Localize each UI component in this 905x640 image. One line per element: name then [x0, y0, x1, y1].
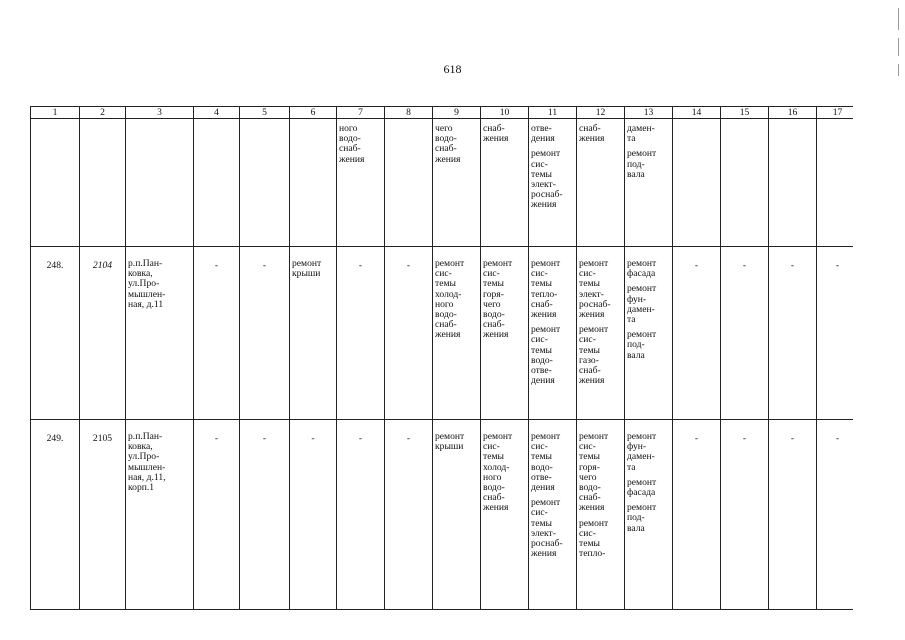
cell-text-line: ного: [339, 123, 358, 134]
record-code: 2105: [80, 420, 126, 610]
column-number-13: 13: [625, 107, 673, 119]
cell-text-line: та: [627, 314, 636, 326]
empty-dash-col14: -: [673, 420, 721, 610]
cell-text-line: фун-: [627, 441, 647, 453]
cell-text-line: темы: [531, 451, 552, 463]
cell-text-block: [531, 259, 574, 320]
cell-text-block: [627, 432, 670, 473]
cell-text-line: чего: [579, 471, 597, 483]
cell-text-line: сис-: [579, 441, 596, 453]
cell-text-line: крыши: [435, 441, 464, 453]
empty-dash-col6: -: [290, 420, 337, 610]
cell-text-line: ремонт: [483, 431, 513, 442]
address-line: р.п.Пан-: [128, 431, 163, 442]
cell-text-line: жения: [579, 375, 605, 387]
column-number-2: 2: [80, 107, 126, 119]
cell-text-block: [435, 259, 478, 341]
cell-text-line: ного: [483, 471, 502, 483]
cell-text-line: темы: [483, 451, 504, 463]
cell-text-line: отве-: [531, 471, 552, 483]
row-number: 248.: [31, 247, 80, 420]
cell-text-line: снаб-: [483, 123, 505, 134]
cell-text-line: ремонт: [627, 283, 657, 295]
cell-text-line: дамен-: [627, 303, 655, 315]
column-number-row: [31, 107, 854, 119]
cell-text-line: дения: [531, 133, 555, 145]
cell-text-line: ремонт: [627, 431, 657, 442]
cell-text-line: темы: [579, 538, 600, 550]
cell-text-line: жения: [483, 329, 509, 341]
cell-text-line: ремонт: [531, 431, 561, 442]
column-number-17: 17: [817, 107, 854, 119]
cell-text-block: [292, 259, 334, 279]
cell-text-block: [531, 124, 574, 144]
cell-text-line: роснаб-: [531, 189, 563, 201]
cell-text-line: снаб-: [579, 492, 601, 504]
cell-text-block: [435, 124, 478, 165]
cell-text-line: водо-: [483, 309, 505, 321]
row-number: 249.: [31, 420, 80, 610]
column-number-15: 15: [721, 107, 769, 119]
empty-dash-col4: -: [194, 420, 240, 610]
cell-text-block: [483, 432, 526, 514]
cell-text-line: сис-: [579, 268, 596, 280]
cell-text-line: тепло-: [531, 288, 558, 300]
cell-text-line: ремонт: [627, 476, 657, 488]
cell-text-line: снаб-: [435, 319, 457, 331]
cell-text-line: водо-: [339, 133, 361, 145]
record-code: 2104: [80, 247, 126, 420]
cell-text-line: ремонт: [435, 258, 465, 269]
cell-text-block: [627, 330, 670, 361]
table-row: [31, 247, 854, 420]
work-cell-col13: [625, 420, 673, 610]
cell-text-line: темы: [579, 278, 600, 290]
cell-text-block: [339, 124, 382, 165]
cell-text-line: ремонт: [483, 258, 513, 269]
cell-text-line: чего: [483, 298, 501, 310]
column-number-10: 10: [481, 107, 529, 119]
cell-text-line: тепло-: [579, 548, 606, 560]
column-number-5: 5: [240, 107, 290, 119]
cell: [673, 119, 721, 247]
cell-text-block: [579, 519, 622, 560]
cell-text-line: жения: [339, 153, 365, 165]
cell-text-block: [579, 124, 622, 144]
address-line: мышлен-: [128, 288, 166, 300]
cell-text-line: жения: [579, 309, 605, 321]
cell: [817, 119, 854, 247]
empty-dash-col8: -: [385, 420, 433, 610]
cell-text-line: темы: [483, 278, 504, 290]
empty-dash-col4: -: [194, 247, 240, 420]
cell: [769, 119, 817, 247]
cell-col10: [481, 119, 529, 247]
column-number-16: 16: [769, 107, 817, 119]
cell-text-line: дения: [531, 375, 555, 387]
address-line: ковка,: [128, 441, 153, 453]
cell-text-line: чего: [435, 123, 453, 134]
cell-text-line: дамен-: [627, 451, 655, 463]
work-cell-col12: [577, 420, 625, 610]
address-cell: [126, 420, 194, 610]
address-line: ная, д.11,: [128, 471, 166, 483]
address-line: р.п.Пан-: [128, 258, 163, 269]
address-line: ул.Про-: [128, 451, 160, 463]
work-cell-col12: [577, 247, 625, 420]
cell-text-block: [531, 149, 574, 210]
cell: [31, 119, 80, 247]
cell-text-line: снаб-: [435, 143, 457, 155]
scan-edge-marks: [898, 8, 900, 84]
cell-text-line: жения: [531, 309, 557, 321]
cell-text-line: жения: [435, 329, 461, 341]
empty-dash-col16: -: [769, 247, 817, 420]
table-row: [31, 420, 854, 610]
work-cell-col6: [290, 247, 337, 420]
column-number-9: 9: [433, 107, 481, 119]
cell-text-line: снаб-: [579, 123, 601, 134]
work-cell-col9: [433, 420, 481, 610]
cell-text-line: сис-: [579, 334, 596, 346]
empty-dash-col17: -: [817, 420, 854, 610]
cell-col9: [433, 119, 481, 247]
empty-dash-col7: -: [337, 247, 385, 420]
column-number-12: 12: [577, 107, 625, 119]
cell-text-line: ремонт: [627, 329, 657, 341]
column-number-7: 7: [337, 107, 385, 119]
cell-text-line: снаб-: [531, 298, 553, 310]
cell: [126, 119, 194, 247]
cell-text-block: [579, 259, 622, 320]
cell-text-block: [627, 284, 670, 325]
column-number-1: 1: [31, 107, 80, 119]
cell-text-line: жения: [483, 133, 509, 145]
cell-text-line: сис-: [531, 441, 548, 453]
document-table-container: [30, 106, 853, 640]
cell-text-line: ремонт: [531, 497, 561, 509]
column-number-4: 4: [194, 107, 240, 119]
cell-text-line: крыши: [292, 268, 321, 280]
empty-dash-col5: -: [240, 247, 290, 420]
cell: [385, 119, 433, 247]
cell: [194, 119, 240, 247]
cell-text-line: под-: [627, 512, 645, 524]
address-cell: [126, 247, 194, 420]
cell-text-line: темы: [531, 517, 552, 529]
empty-dash-col8: -: [385, 247, 433, 420]
empty-dash-col15: -: [721, 420, 769, 610]
cell-col11: [529, 119, 577, 247]
cell-text-line: жения: [579, 502, 605, 514]
column-number-14: 14: [673, 107, 721, 119]
empty-dash-col5: -: [240, 420, 290, 610]
cell-text-line: отве-: [531, 123, 552, 134]
cell-text-line: ремонт: [627, 148, 657, 160]
cell-text-line: элект-: [531, 179, 556, 191]
cell-text-line: водо-: [531, 354, 553, 366]
cell-text-block: [531, 498, 574, 559]
cell-text-line: ремонт: [579, 324, 609, 336]
work-cell-col11: [529, 247, 577, 420]
cell-text-line: жения: [531, 199, 557, 211]
cell-text-line: отве-: [531, 365, 552, 377]
work-cell-col10: [481, 420, 529, 610]
cell-text-line: холод-: [483, 461, 510, 473]
cell-text-line: жения: [531, 548, 557, 560]
cell-text-line: темы: [531, 168, 552, 180]
cell-text-line: холод-: [435, 288, 462, 300]
cell-text-line: сис-: [531, 334, 548, 346]
cell-text-line: фасада: [627, 268, 656, 280]
cell-text-block: [531, 432, 574, 493]
cell: [721, 119, 769, 247]
cell-text-line: роснаб-: [579, 298, 611, 310]
cell-text-line: темы: [531, 278, 552, 290]
cell-text-line: горя-: [483, 288, 504, 300]
cell-text-line: дамен-: [627, 123, 655, 134]
empty-dash-col16: -: [769, 420, 817, 610]
cell-text-line: сис-: [483, 441, 500, 453]
cell-text-line: ремонт: [579, 517, 609, 529]
cell-text-line: ремонт: [531, 148, 561, 160]
cell-text-line: ремонт: [579, 258, 609, 269]
table-row-continuation: [31, 119, 854, 247]
cell-text-block: [531, 325, 574, 386]
cell-text-line: снаб-: [579, 365, 601, 377]
column-number-11: 11: [529, 107, 577, 119]
work-cell-col9: [433, 247, 481, 420]
cell-text-line: та: [627, 133, 636, 145]
cell-text-line: снаб-: [483, 319, 505, 331]
cell-text-block: [483, 124, 526, 144]
cell-text-block: [627, 259, 670, 279]
cell-text-line: горя-: [579, 461, 600, 473]
cell-text-line: снаб-: [483, 492, 505, 504]
cell-text-line: ремонт: [627, 502, 657, 514]
cell-text-line: снаб-: [339, 143, 361, 155]
cell-text-line: сис-: [531, 507, 548, 519]
column-number-8: 8: [385, 107, 433, 119]
cell-text-line: под-: [627, 158, 645, 170]
cell-text-line: сис-: [531, 158, 548, 170]
cell-text-block: [579, 432, 622, 514]
cell-text-line: сис-: [579, 527, 596, 539]
cell-text-block: [627, 503, 670, 534]
cell-text-block: [435, 432, 478, 452]
cell-text-line: элект-: [531, 527, 556, 539]
cell-text-line: жения: [435, 153, 461, 165]
cell-text-line: ремонт: [531, 324, 561, 336]
cell-text-line: водо-: [483, 482, 505, 494]
work-cell-col10: [481, 247, 529, 420]
cell-text-line: та: [627, 461, 636, 473]
cell-col12: [577, 119, 625, 247]
cell-text-line: ремонт: [292, 258, 322, 269]
cell-text-line: темы: [579, 344, 600, 356]
cell-text-line: ремонт: [435, 431, 465, 442]
column-number-3: 3: [126, 107, 194, 119]
cell-text-block: [627, 124, 670, 144]
address-line: ковка,: [128, 268, 153, 280]
cell-text-line: вала: [627, 522, 645, 534]
cell-text-line: ремонт: [531, 258, 561, 269]
cell-text-line: водо-: [579, 482, 601, 494]
empty-dash-col17: -: [817, 247, 854, 420]
cell-text-block: [627, 478, 670, 498]
cell: [240, 119, 290, 247]
cell: [80, 119, 126, 247]
cell-col13: [625, 119, 673, 247]
cell-text-block: [579, 325, 622, 386]
cell: [290, 119, 337, 247]
cell-text-line: водо-: [435, 133, 457, 145]
cell-text-line: элект-: [579, 288, 604, 300]
cell-text-line: ремонт: [627, 258, 657, 269]
cell-text-line: фун-: [627, 293, 647, 305]
work-cell-col13: [625, 247, 673, 420]
cell-text-line: водо-: [435, 309, 457, 321]
cell-text-line: ного: [435, 298, 454, 310]
cell-text-line: вала: [627, 168, 645, 180]
address-line: ул.Про-: [128, 278, 160, 290]
cell-text-block: [627, 149, 670, 180]
cell-text-line: ремонт: [579, 431, 609, 442]
address-line: ная, д.11: [128, 298, 164, 310]
cell-col7: [337, 119, 385, 247]
cell-text-line: темы: [531, 344, 552, 356]
cell-text-line: водо-: [531, 461, 553, 473]
empty-dash-col15: -: [721, 247, 769, 420]
cell-text-line: дения: [531, 482, 555, 494]
cell-text-block: [483, 259, 526, 341]
address-line: мышлен-: [128, 461, 166, 473]
empty-dash-col7: -: [337, 420, 385, 610]
address-line: корп.1: [128, 482, 155, 494]
empty-dash-col14: -: [673, 247, 721, 420]
work-cell-col11: [529, 420, 577, 610]
cell-text-line: газо-: [579, 354, 599, 366]
column-number-6: 6: [290, 107, 337, 119]
cell-text-line: вала: [627, 349, 645, 361]
cell-text-line: жения: [579, 133, 605, 145]
cell-text-line: темы: [435, 278, 456, 290]
cell-text-line: темы: [579, 451, 600, 463]
cell-text-line: сис-: [435, 268, 452, 280]
cell-text-line: роснаб-: [531, 538, 563, 550]
cell-text-line: под-: [627, 339, 645, 351]
repair-schedule-table: [30, 106, 853, 610]
cell-text-line: сис-: [483, 268, 500, 280]
cell-text-line: сис-: [531, 268, 548, 280]
cell-text-line: жения: [483, 502, 509, 514]
page-number: 618: [443, 62, 462, 76]
cell-text-line: фасада: [627, 487, 656, 499]
